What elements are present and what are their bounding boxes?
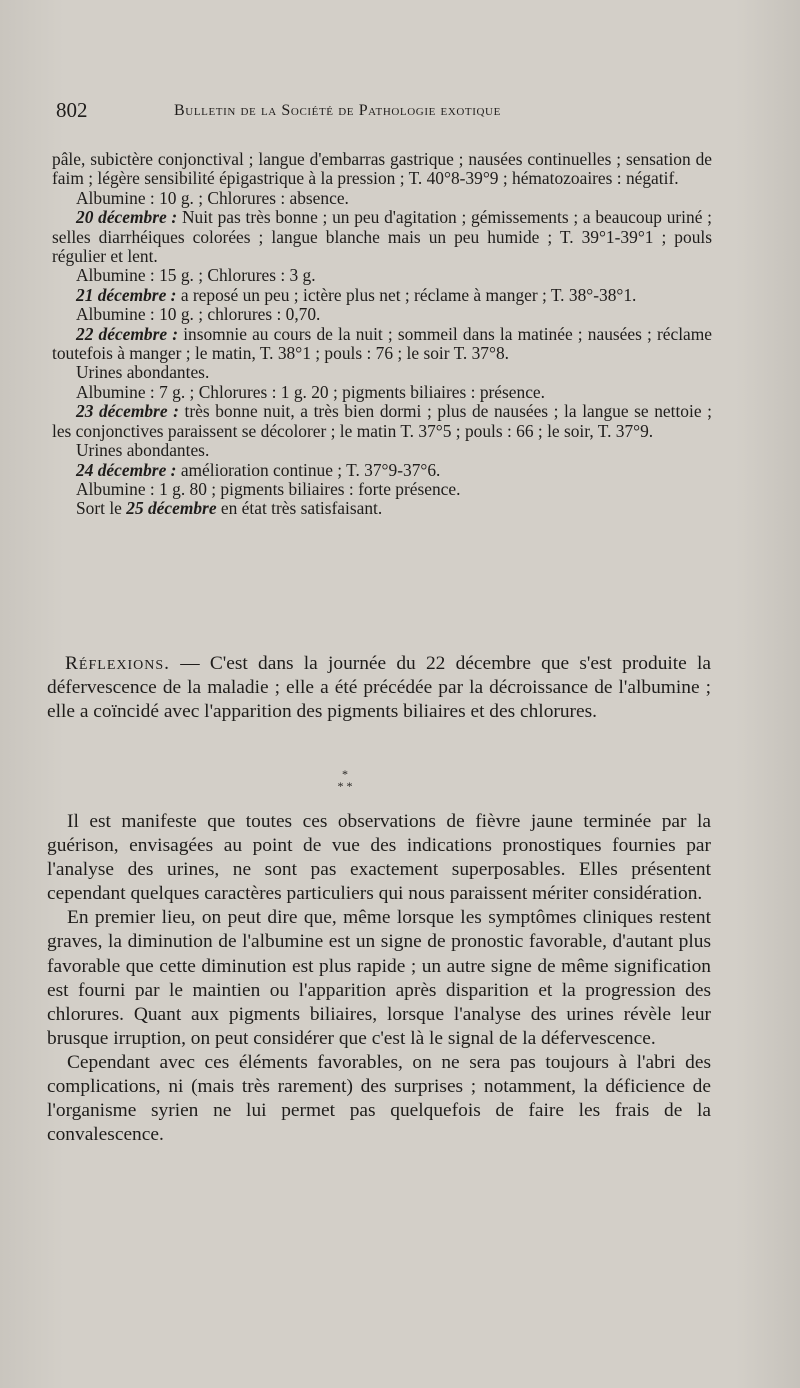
sortie-prefix: Sort le <box>76 498 122 519</box>
sortie-line <box>52 499 712 518</box>
albumine-19: Albumine : 10 g. ; Chlorures : absence. <box>76 187 349 208</box>
running-title: Bulletin de la Société de Pathologie exotique <box>174 102 501 119</box>
entry-21-decembre <box>52 286 712 305</box>
date-22-decembre: 22 décembre : <box>76 323 179 344</box>
urines-23: Urines abondantes. <box>76 440 210 461</box>
clinical-observation <box>52 150 712 519</box>
date-23-decembre: 23 décembre : <box>76 401 179 422</box>
page-header <box>56 98 636 128</box>
reflexions-section <box>47 652 711 725</box>
discussion-paragraph-1: Il est manifeste que toutes ces observations de fièvre jaune terminée par la guérison, envisagées au point de vue des indications pronostiques fournies par l'analyse des urines, ne sont pas exactement superposables. Elles présentent cependant quelques caractères particuliers qui nous paraissent mériter considération. <box>47 811 711 905</box>
text-21-decembre: a reposé un peu ; ictère plus net ; réclame à manger ; T. 38°-38°1. <box>180 284 637 305</box>
discussion-paragraph-2: En premier lieu, on peut dire que, même lorsque les symptômes cliniques restent graves, la diminution de l'albumine est un signe de pronostic favorable, d'autant plus favorable que cette diminution est plus rapide ; un autre signe de même signification est fourni par le maintien ou l'apparition après disparition et la progression des chlorures. Quant aux pigments biliaires, lorsque l'analyse des urines révèle leur brusque irruption, on peut considérer que c'est là le signal de la défervescence. <box>47 907 711 1049</box>
date-20-decembre: 20 décembre : <box>76 207 178 228</box>
reflexions-paragraph <box>47 652 711 725</box>
entry-20-decembre <box>52 208 712 266</box>
date-24-decembre: 24 décembre : <box>76 459 177 480</box>
albumine-24: Albumine : 1 g. 80 ; pigments biliaires : forte présence. <box>76 478 461 499</box>
text-22-decembre: insomnie au cours de la nuit ; sommeil dans la matinée ; nausées ; réclame toutefois à manger ; le matin, T. 38°1 ; pouls : 76 ; le soir T. 37°8. <box>52 323 712 364</box>
asterism-bottom: * * <box>337 779 353 793</box>
entry-23-decembre <box>52 402 712 441</box>
discussion-paragraph-3: Cependant avec ces éléments favorables, on ne sera pas toujours à l'abri des complications, ni (mais très rarement) des surprises ; notamment, la déficience de l'organisme syrien ne lui permet pas quelquefois de faire les frais de la convalescence. <box>47 1051 711 1146</box>
albumine-21: Albumine : 10 g. ; chlorures : 0,70. <box>76 304 321 325</box>
asterism-top: * <box>342 767 348 781</box>
discussion-text <box>47 810 711 1147</box>
entry-22-decembre <box>52 325 712 364</box>
entry-24-decembre <box>52 461 712 480</box>
text-24-decembre: amélioration continue ; T. 37°9-37°6. <box>180 459 441 480</box>
sortie-suffix: en état très satisfaisant. <box>220 498 383 519</box>
albumine-20: Albumine : 15 g. ; Chlorures : 3 g. <box>76 265 316 286</box>
page-number: 802 <box>56 98 88 122</box>
date-21-decembre: 21 décembre : <box>76 284 177 305</box>
observation-intro: pâle, subictère conjonctival ; langue d'embarras gastrique ; nausées continuelles ; sensation de faim ; légère sensibilité épigastrique à la pression ; T. 40°8-39°9 ; hématozoaires : négatif. <box>52 149 712 189</box>
urines-22: Urines abondantes. <box>76 362 210 383</box>
section-asterism <box>320 768 370 792</box>
text-23-decembre: très bonne nuit, a très bien dormi ; plus de nausées ; la langue se nettoie ; les conjonctives paraissent se décolorer ; le matin T. 37°5 ; pouls : 66 ; le soir, T. 37°9. <box>52 401 712 441</box>
reflexions-text: — C'est dans la journée du 22 décembre que s'est produite la défervescence de la maladie ; elle a été précédée par la décroissance de l'albumine ; elle a coïncidé avec l'apparition des pigments biliaires et des chlorures. <box>47 653 711 723</box>
albumine-22: Albumine : 7 g. ; Chlorures : 1 g. 20 ; pigments biliaires : présence. <box>76 381 545 402</box>
text-20-decembre: Nuit pas très bonne ; un peu d'agitation ; gémissements ; a beaucoup uriné ; selles diarrhéiques colorées ; langue blanche mais un peu humide ; T. 39°1-39°1 ; pouls régulier et lent. <box>52 207 712 267</box>
sortie-date: 25 décembre <box>126 498 217 519</box>
reflexions-label: Réflexions. <box>65 653 171 674</box>
